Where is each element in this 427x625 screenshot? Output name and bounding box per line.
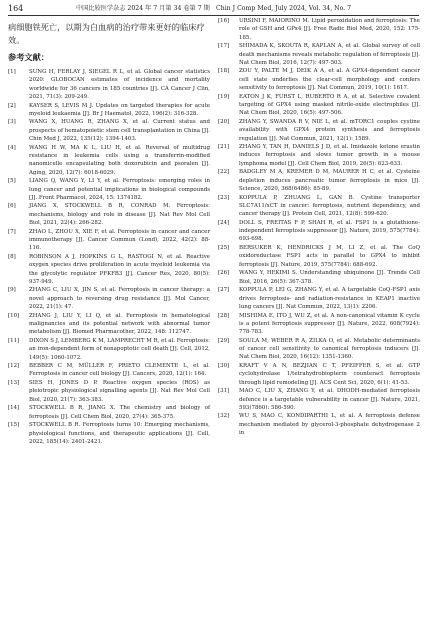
- reference-text: JIANG X, STOCKWELL B R, CONRAD M. Ferroptosis: mechanisms, biology and role in disease [J]. Nat Rev Mol Cell Biol, 2021, 22(4): 266-282.: [29, 203, 210, 227]
- reference-text: BADGLEY M A, KREMER D M, MAURER H C, et al. Cysteine depletion induces pancreatic tumor ferroptosis in mice [J]. Science, 2020, 368(6486): 85-89.: [239, 169, 420, 192]
- reference-item: [218, 93, 420, 118]
- reference-number: [27]: [218, 287, 230, 294]
- reference-text: ZHANG Y, SWANDA R V, NIE L, et al. mTORC1 couples cystine availability with GPX4 protein synthesis and ferroptosis regulation [J]. Nat Commun, 2021, 12(1): 1589.: [239, 118, 420, 142]
- reference-number: [16]: [218, 18, 230, 24]
- reference-text: WANG X, HUANG R, ZHANG X, et al. Current status and prospects of hematopoietic stem cell transplantation in China [J]. Chin Med J, 2022, 135(12): 1394-1403.: [29, 119, 210, 143]
- reference-text: KOPPULA P, LEI G, ZHANG Y, et al. A targetable CoQ-FSP1 axis drives ferroptosis- and radiation-resistance in KEAP1 inactive lung cancers [J]. Nat Commun, 2022, 13(1): 2206.: [239, 287, 420, 310]
- reference-item: [8, 337, 210, 362]
- reference-number: [19]: [218, 93, 230, 100]
- reference-number: [29]: [218, 337, 230, 344]
- reference-text: BERSUKER K, HENDRICKS J M, LI Z, et al. The CoQ oxidoreductase FSP1 acts in parallel to GPX4 to inhibit ferroptosis [J]. Nature, 2019, 575(7784): 688-692.: [239, 245, 420, 268]
- references-column-right: [218, 17, 420, 438]
- reference-number: [26]: [218, 270, 230, 277]
- references-heading: 参考文献：: [8, 52, 49, 62]
- reference-text: KOPPULA P, ZHUANG L, GAN B. Cystine transporter SLC7A11/xCT in cancer: ferroptosis, nutrient dependency, and cancer therapy [J]. Protein Cell, 2021, 12(8): 599-620.: [239, 194, 420, 218]
- reference-text: KAYSER S, LEVIS M J. Updates on targeted therapies for acute myeloid leukaemia [J]. Br J Haematol, 2022, 196(2): 316-328.: [29, 102, 210, 117]
- reference-number: [8]: [8, 253, 16, 260]
- reference-item: [218, 67, 420, 92]
- reference-item: [218, 387, 420, 412]
- reference-item: [218, 286, 420, 311]
- references-column-left: [8, 68, 210, 447]
- reference-item: [8, 379, 210, 404]
- reference-text: EATON J K, FURST L, RUBERTO R A, et al. Selective covalent targeting of GPX4 using masked nitrile-oxide electrophiles [J]. Nat Chem Biol, 2020, 16(5): 497-506.: [239, 93, 420, 117]
- reference-number: [6]: [8, 203, 16, 210]
- header-divider: [8, 15, 419, 16]
- reference-text: WANG Y, HEKIMI S. Understanding ubiquinone [J]. Trends Cell Biol, 2016, 26(5): 367-378.: [239, 270, 420, 285]
- reference-item: [218, 312, 420, 337]
- reference-item: [8, 421, 210, 446]
- reference-number: [32]: [218, 413, 230, 420]
- reference-text: LIANG Q, WANG Y, LI Y, et al. Ferroptosis: emerging roles in lung cancer and potential implications in biological compounds [J]. Front Pharmacol, 2024, 15: 1374182.: [29, 178, 210, 201]
- reference-item: [218, 168, 420, 193]
- reference-number: [18]: [218, 68, 230, 75]
- reference-text: MAO C, LIU X, ZHANG Y, et al. DHODH-mediated ferroptosis defence is a targetable vulnerability in cancer [J]. Nature, 2021, 593(7860): 586-590.: [239, 388, 420, 411]
- reference-item: [218, 362, 420, 387]
- reference-text: DIXON S J, LEMBERG K M, LAMPRECHT M R, et al. Ferroptosis: an iron-dependent form of nonapoptotic cell death [J]. Cell, 2012, 149(5): 1060-1072.: [29, 337, 210, 361]
- reference-number: [4]: [8, 144, 16, 151]
- reference-number: [17]: [218, 43, 230, 50]
- reference-item: [8, 102, 210, 119]
- reference-text: WANG H W, MA K L, LIU H, et al. Reversal of multidrug resistance in leukemia cells using a transferrin-modified nanomicelle encapsulating both doxorubicin and psoralen [J]. Aging, 2020, 12(7): 6018-6029.: [29, 144, 210, 176]
- reference-text: STOCKWELL B R. Ferroptosis turns 10: Emerging mechanisms, physiological functions, and therapeutic applications [J]. Cell, 2022, 185(14): 2401-2421.: [29, 422, 210, 445]
- reference-text: DOLL S, FREITAS F P, SHAH R, et al. FSP1 is a glutathione-independent ferroptosis suppressor [J]. Nature, 2019, 575(7784): 693-698.: [239, 219, 420, 243]
- reference-text: SUNG H, FERLAY J, SIEGEL R L, et al. Global cancer statistics 2020: GLOBOCAN estimates of incidence and mortality worldwide for 36 cancers in 185 countries [J]. CA Cancer J Clin, 2021, 71(3): 209-249.: [29, 69, 210, 100]
- reference-item: [218, 244, 420, 269]
- reference-text: ZHANG C, LIU X, JIN S, et al. Ferroptosis in cancer therapy: a novel approach to reversing drug resistance [J]. Mol Cancer, 2022, 21(1): 47.: [29, 287, 210, 311]
- reference-number: [15]: [8, 422, 20, 429]
- reference-item: [218, 143, 420, 168]
- reference-item: [8, 177, 210, 202]
- reference-item: [8, 202, 210, 227]
- intro-paragraph: 病细胞铁死亡，以期为白血病的治疗带来更好的临床疗效。: [8, 22, 205, 45]
- reference-item: [218, 194, 420, 219]
- reference-text: ZHAO L, ZHOU X, XIE F, et al. Ferroptosis in cancer and cancer immunotherapy [J]. Cancer Commun (Lond), 2022, 42(2): 88-116.: [29, 228, 210, 252]
- reference-number: [13]: [8, 380, 20, 387]
- reference-number: [9]: [8, 287, 16, 294]
- reference-item: [218, 42, 420, 67]
- reference-item: [8, 362, 210, 379]
- reference-text: KRAFT V A N, BEZJIAN C T, PFEIFFER S, et al. GTP cyclohydrolase 1/tetrahydrobiopterin counteract ferroptosis through lipid remodeling [J]. ACS Cent Sci, 2020, 6(1): 41-53.: [239, 362, 420, 386]
- reference-number: [30]: [218, 362, 230, 369]
- reference-item: [218, 412, 420, 437]
- reference-number: [31]: [218, 388, 230, 395]
- reference-item: [8, 253, 210, 286]
- reference-item: [8, 312, 210, 337]
- reference-text: ZHANG Y, TAN H, DANIELS J D, et al. Imidazole ketone erastin induces ferroptosis and slows tumor growth in a mouse lymphoma model [J]. Cell Chem Biol, 2019, 26(5): 623-633.: [239, 144, 420, 167]
- reference-number: [24]: [218, 219, 230, 226]
- page-header: [8, 2, 419, 15]
- reference-item: [8, 118, 210, 143]
- reference-number: [12]: [8, 363, 20, 370]
- reference-item: [8, 68, 210, 101]
- reference-item: [218, 118, 420, 143]
- reference-item: [218, 219, 420, 244]
- reference-number: [23]: [218, 194, 230, 201]
- reference-number: [7]: [8, 228, 16, 235]
- reference-item: [218, 337, 420, 362]
- reference-number: [1]: [8, 69, 16, 75]
- reference-item: [218, 17, 420, 42]
- reference-number: [5]: [8, 178, 16, 185]
- reference-item: [218, 269, 420, 286]
- reference-number: [10]: [8, 312, 20, 319]
- reference-number: [2]: [8, 102, 16, 109]
- reference-number: [25]: [218, 245, 230, 252]
- reference-number: [3]: [8, 119, 16, 126]
- reference-number: [11]: [8, 337, 20, 344]
- reference-text: BEBBER C M, MÜLLER F, PRIETO CLEMENTE L, et al. Ferroptosis in cancer cell biology [J]. Cancers, 2020, 12(1): 164.: [29, 363, 210, 378]
- reference-number: [22]: [218, 169, 230, 176]
- reference-text: MISHIMA E, ITO J, WU Z, et al. A non-canonical vitamin K cycle is a potent ferroptosis suppressor [J]. Nature, 2022, 608(7924): 778-783.: [239, 312, 420, 336]
- reference-text: ROBINSON A J, HOPKINS G L, RASTOGI N, et al. Reactive oxygen species drive proliferation in acute myeloid leukemia via the glycolytic regulator PFKFB3 [J]. Cancer Res, 2020, 80(5): 937-949.: [29, 253, 210, 285]
- reference-number: [28]: [218, 312, 230, 319]
- reference-number: [21]: [218, 144, 230, 151]
- reference-text: SHIMADA K, SKOUTA R, KAPLAN A, et al. Global survey of cell death mechanisms reveals metabolic regulation of ferroptosis [J]. Nat Chem Biol, 2016, 12(7): 497-503.: [239, 43, 420, 66]
- reference-item: [8, 286, 210, 311]
- reference-number: [20]: [218, 118, 230, 125]
- page-number: 164: [8, 4, 24, 13]
- reference-number: [14]: [8, 405, 20, 412]
- reference-item: [8, 404, 210, 421]
- reference-text: WU S, MAO C, KONDIPARTHI L, et al. A ferroptosis defense mechanism mediated by glycerol-3-phosphate dehydrogenase 2 in: [239, 413, 420, 437]
- reference-text: STOCKWELL B R, JIANG X. The chemistry and biology of ferroptosis [J]. Cell Chem Biol, 2020, 27(4): 365-375.: [29, 405, 210, 420]
- reference-item: [8, 228, 210, 253]
- reference-text: ZOU Y, PALTE M J, DEIK A A, et al. A GPX4-dependent cancer cell state underlies the clear-cell morphology and confers sensitivity to ferroptosis [J]. Nat Commun, 2019, 10(1): 1617.: [239, 68, 420, 92]
- reference-text: ZHANG J, LIU Y, LI Q, et al. Ferroptosis in hematological malignancies and its potential network with abnormal tumor metabolism [J]. Biomed Pharmacother, 2022, 148: 112747.: [29, 312, 210, 336]
- reference-text: SIES H, JONES D P. Reactive oxygen species (ROS) as pleiotropic physiological signalling agents [J]. Nat Rev Mol Cell Biol, 2020, 21(7): 363-383.: [29, 380, 210, 403]
- reference-item: [8, 144, 210, 177]
- reference-text: SOULA M, WEBER R A, ZILKA O, et al. Metabolic determinants of cancer cell sensitivity to canonical ferroptosis inducers [J]. Nat Chem Biol, 2020, 16(12): 1351-1360.: [239, 337, 420, 361]
- reference-text: URSINI F, MAIORINO M. Lipid peroxidation and ferroptosis: The role of GSH and GPx4 [J]. Free Radic Biol Med, 2020, 152: 175-185.: [239, 18, 420, 41]
- journal-line: 中国比较医学杂志 2024 年 7 月第 34 卷第 7 期 Chin J Comp Med, July 2024, Vol. 34, No. 7: [75, 5, 352, 12]
